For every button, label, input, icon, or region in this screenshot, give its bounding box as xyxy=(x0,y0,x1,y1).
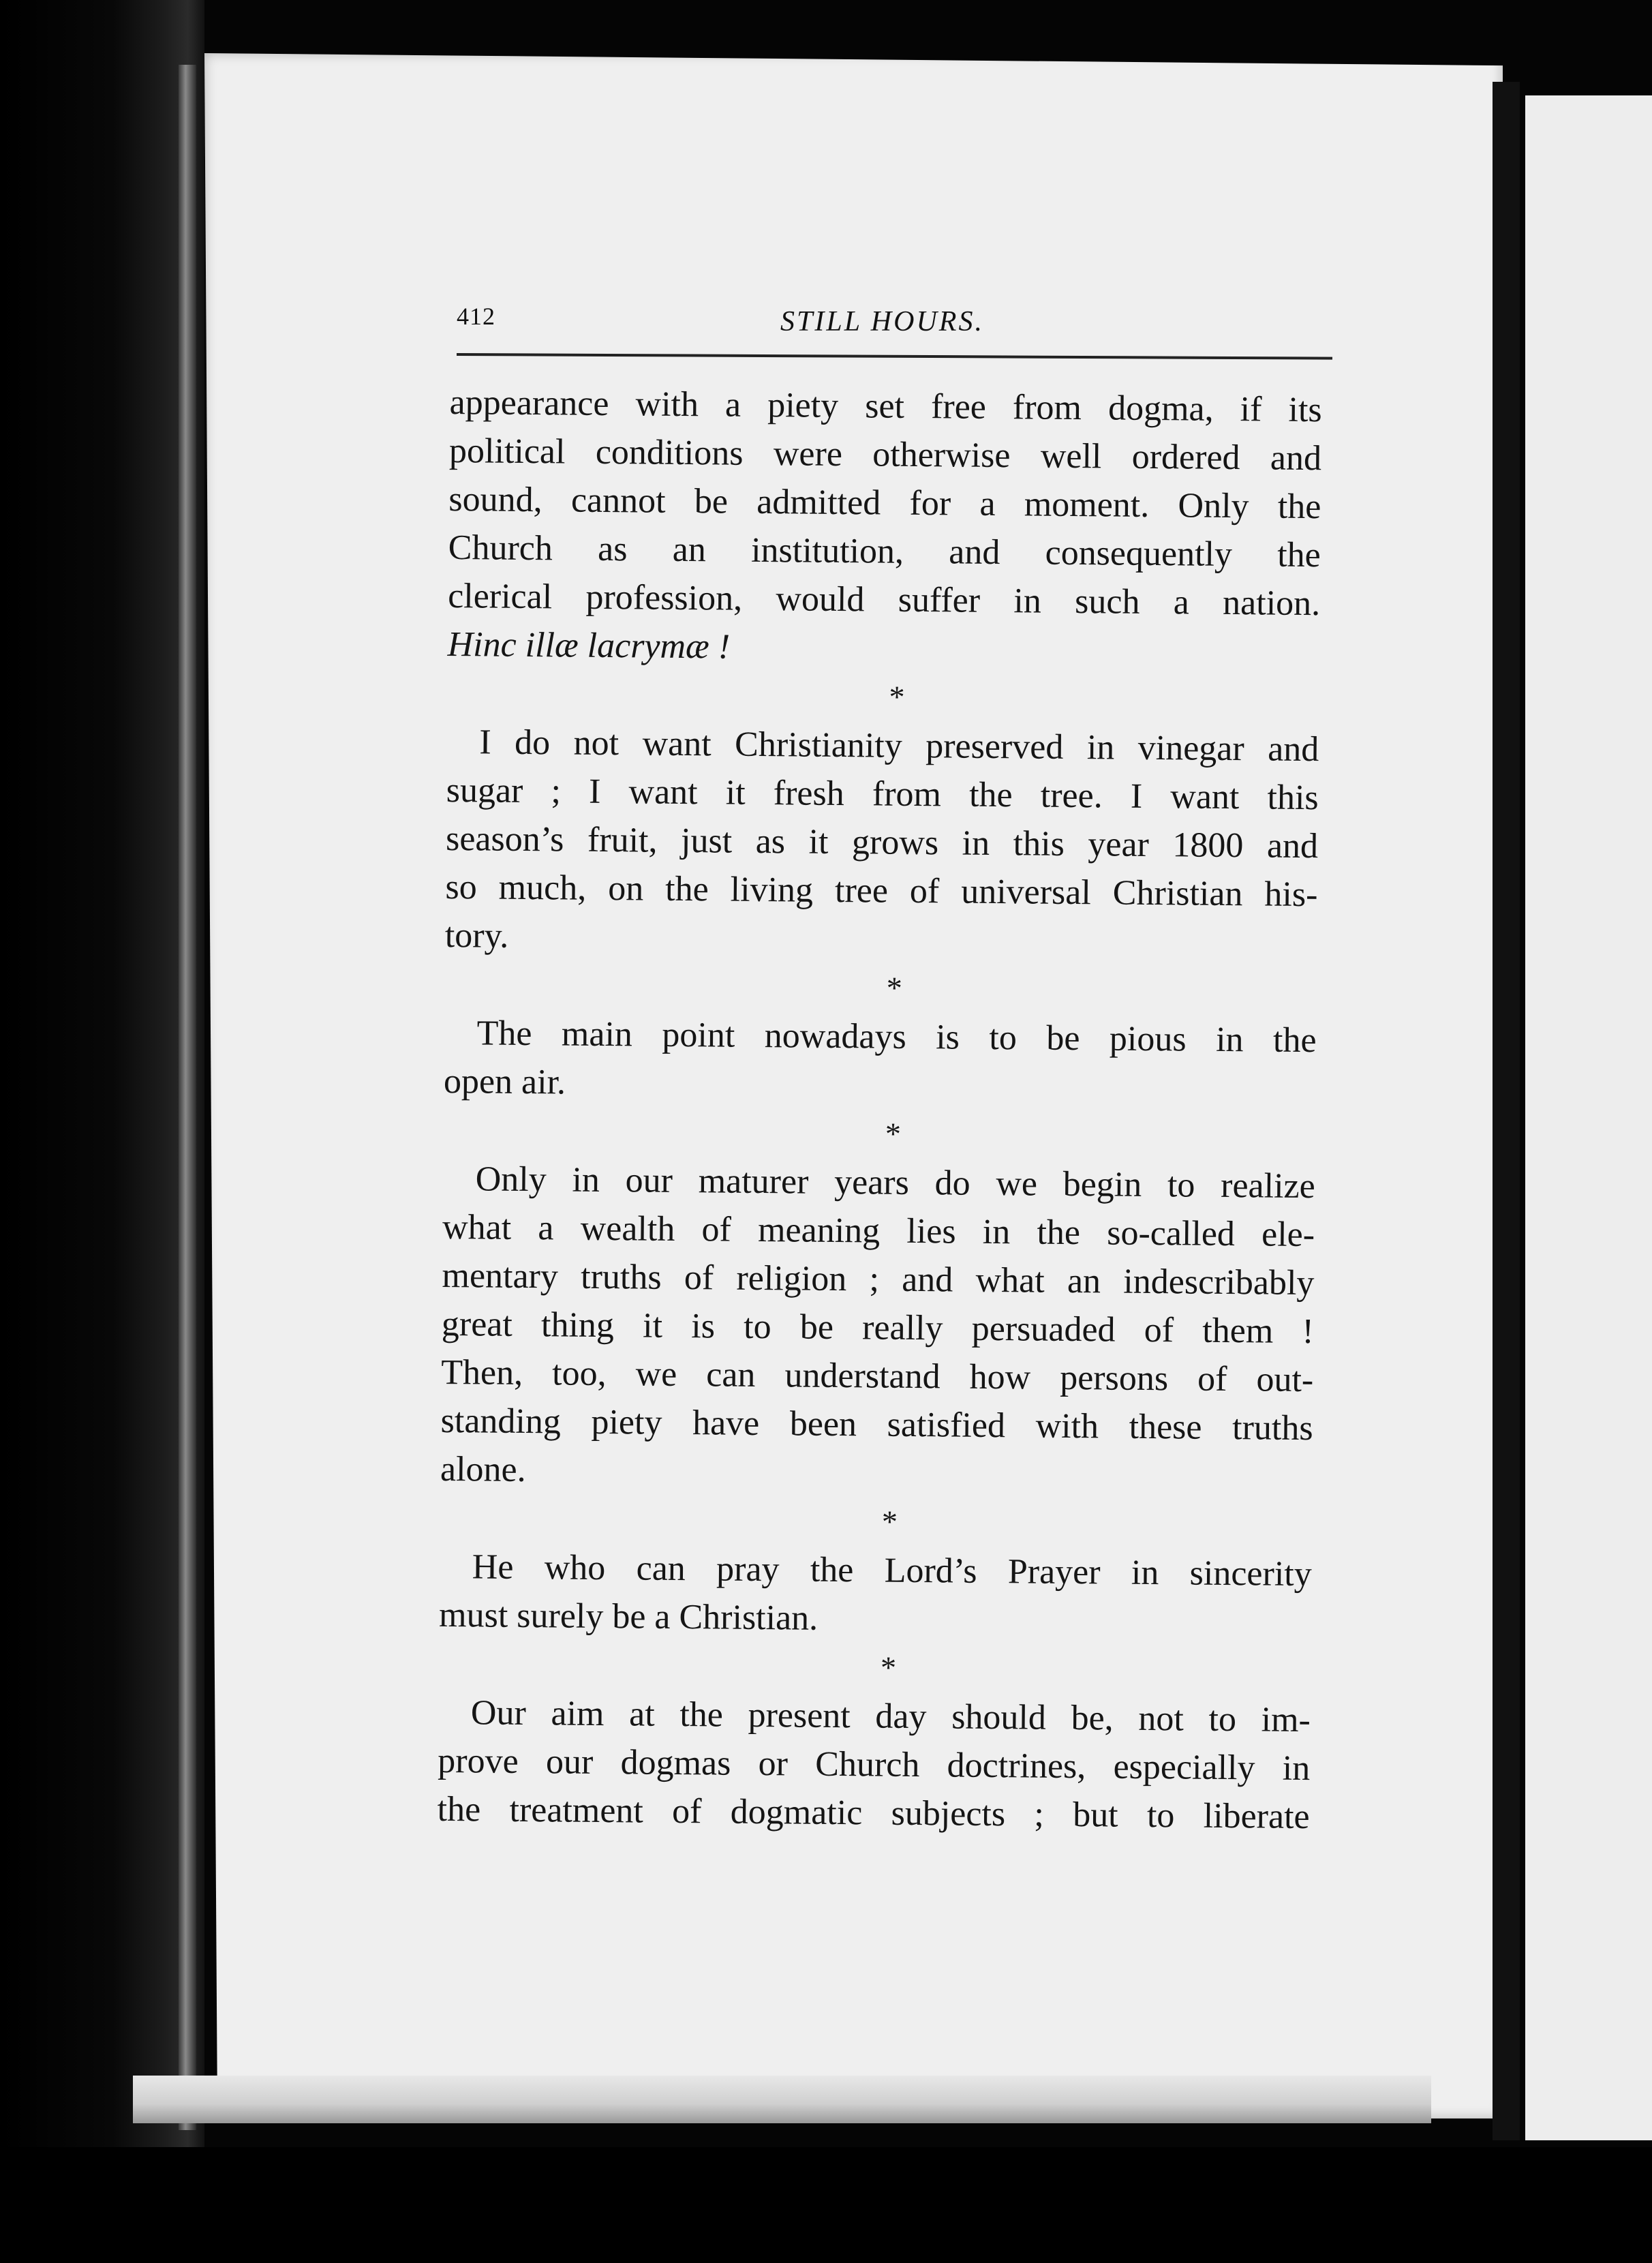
text-line: the treatment of dogmatic subjects ; but to liberate xyxy=(437,1789,1310,1837)
text-line: political conditions were otherwise well ordered and xyxy=(448,431,1322,479)
paragraph xyxy=(439,1543,1312,1647)
text-line: mentary truths of religion ; and what an indescribably xyxy=(442,1256,1315,1303)
text-line: season’s fruit, just as it grows in this year 1800 and xyxy=(445,819,1319,866)
text-line: sound, cannot be admitted for a moment. Only the xyxy=(448,479,1321,527)
running-head: STILL HOURS. xyxy=(780,306,984,337)
section-separator: * xyxy=(881,1504,898,1539)
section-separator: * xyxy=(880,1650,897,1685)
body-text xyxy=(437,378,1322,1841)
page-bottom-edge xyxy=(133,2076,1431,2123)
text-line: Only in our maturer years do we begin to realize xyxy=(475,1159,1315,1206)
text-line: so much, on the living tree of universal Christian his- xyxy=(445,867,1318,915)
text-line: appearance with a piety set free from dogma, if its xyxy=(449,382,1322,430)
text-line: Church as an institution, and consequently the xyxy=(448,528,1321,575)
paragraph xyxy=(437,1688,1311,1841)
section-separator: * xyxy=(885,1116,902,1151)
scan-bottom-border xyxy=(0,2147,1652,2263)
text-line: He who can pray the Lord’s Prayer in sincerity xyxy=(472,1547,1312,1594)
text-line: I do not want Christianity preserved in vinegar and xyxy=(479,723,1319,770)
text-line: prove our dogmas or Church doctrines, especially in xyxy=(438,1741,1311,1789)
text-line: standing piety have been satisfied with these truths xyxy=(440,1401,1313,1448)
text-line: open air. xyxy=(443,1061,566,1102)
text-line: must surely be a Christian. xyxy=(438,1595,819,1638)
text-line: what a wealth of meaning lies in the so-called ele- xyxy=(442,1207,1315,1255)
text-line: great thing it is to be really persuaded of them ! xyxy=(441,1304,1315,1352)
book-left-edge xyxy=(0,0,204,2263)
paragraph xyxy=(447,378,1322,676)
text-line: Our aim at the present day should be, not to im- xyxy=(470,1693,1311,1740)
page-number: 412 xyxy=(457,303,495,330)
right-gutter xyxy=(1493,82,1520,2140)
text-line: Then, too, we can understand how persons of out- xyxy=(441,1352,1314,1400)
paragraph xyxy=(440,1155,1315,1501)
adjacent-page-edge xyxy=(1525,95,1652,2140)
latin-quote-line: Hinc illæ lacrymæ ! xyxy=(447,624,731,667)
section-separator: * xyxy=(886,970,902,1005)
text-line: tory. xyxy=(444,915,509,956)
text-line: sugar ; I want it fresh from the tree. I want this xyxy=(446,770,1319,818)
text-line: alone. xyxy=(440,1449,526,1490)
paragraph xyxy=(445,718,1319,967)
text-line: clerical profession, would suffer in such a nation. xyxy=(447,576,1321,624)
book-spine xyxy=(179,65,196,2130)
section-separator: * xyxy=(889,679,905,714)
text-line: The main point nowadays is to be pious in the xyxy=(476,1014,1317,1061)
paragraph xyxy=(444,1009,1317,1113)
